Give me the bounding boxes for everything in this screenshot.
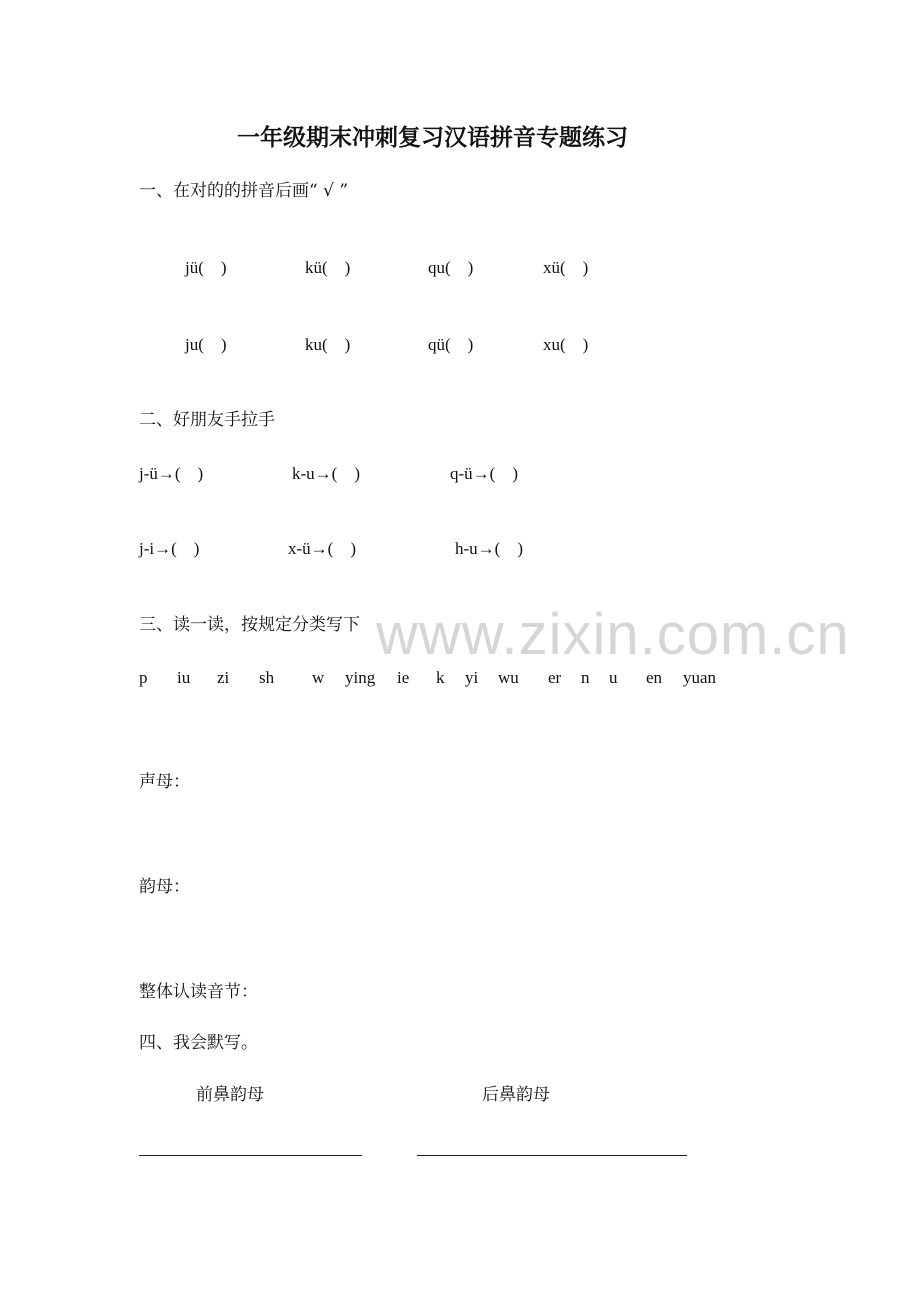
section-4-heading: 四、我会默写。 xyxy=(139,1033,258,1053)
spelling-item[interactable]: k-u→( ) xyxy=(292,464,360,483)
syllable: en xyxy=(646,668,663,687)
syllable: n xyxy=(581,668,590,687)
pinyin-option[interactable]: qu( ) xyxy=(428,258,474,277)
spelling-item[interactable]: j-ü→( ) xyxy=(139,464,204,483)
category-label-initials: 声母： xyxy=(139,772,190,792)
syllable: p xyxy=(139,668,148,687)
pinyin-option[interactable]: xu( ) xyxy=(543,335,589,354)
syllable: k xyxy=(436,668,445,687)
syllable: u xyxy=(609,668,618,687)
watermark: www.zixin.com.cn xyxy=(376,602,850,667)
section-2-heading: 二、好朋友手拉手 xyxy=(139,410,275,430)
syllable: ying xyxy=(345,668,376,687)
syllable: w xyxy=(312,668,325,687)
syllable: sh xyxy=(259,668,275,687)
category-label-whole-syllables: 整体认读音节： xyxy=(139,982,258,1002)
syllable: er xyxy=(548,668,562,687)
back-nasal-label: 后鼻韵母 xyxy=(482,1085,550,1105)
syllable: yi xyxy=(465,668,479,687)
syllable: zi xyxy=(217,668,230,687)
spelling-item[interactable]: x-ü→( ) xyxy=(288,539,356,558)
pinyin-option[interactable]: kü( ) xyxy=(305,258,351,277)
pinyin-option[interactable]: xü( ) xyxy=(543,258,589,277)
page-title: 一年级期末冲刺复习汉语拼音专题练习 xyxy=(237,124,628,151)
syllable: wu xyxy=(498,668,519,687)
pinyin-option[interactable]: ku( ) xyxy=(305,335,351,354)
syllable: yuan xyxy=(683,668,717,687)
spelling-item[interactable]: h-u→( ) xyxy=(455,539,523,558)
spelling-item[interactable]: j-i→( ) xyxy=(139,539,200,558)
spelling-item[interactable]: q-ü→( ) xyxy=(450,464,518,483)
answer-line-back-nasal[interactable] xyxy=(417,1155,687,1156)
pinyin-option[interactable]: jü( ) xyxy=(185,258,227,277)
pinyin-option[interactable]: qü( ) xyxy=(428,335,474,354)
syllable: iu xyxy=(177,668,191,687)
category-label-finals: 韵母： xyxy=(139,877,190,897)
section-1-heading: 一、在对的的拼音后画“ √ ” xyxy=(139,181,349,201)
answer-line-front-nasal[interactable] xyxy=(139,1155,362,1156)
section-3-heading: 三、读一读，按规定分类写下 xyxy=(139,615,360,635)
syllable: ie xyxy=(397,668,410,687)
front-nasal-label: 前鼻韵母 xyxy=(196,1085,264,1105)
pinyin-option[interactable]: ju( ) xyxy=(185,335,227,354)
